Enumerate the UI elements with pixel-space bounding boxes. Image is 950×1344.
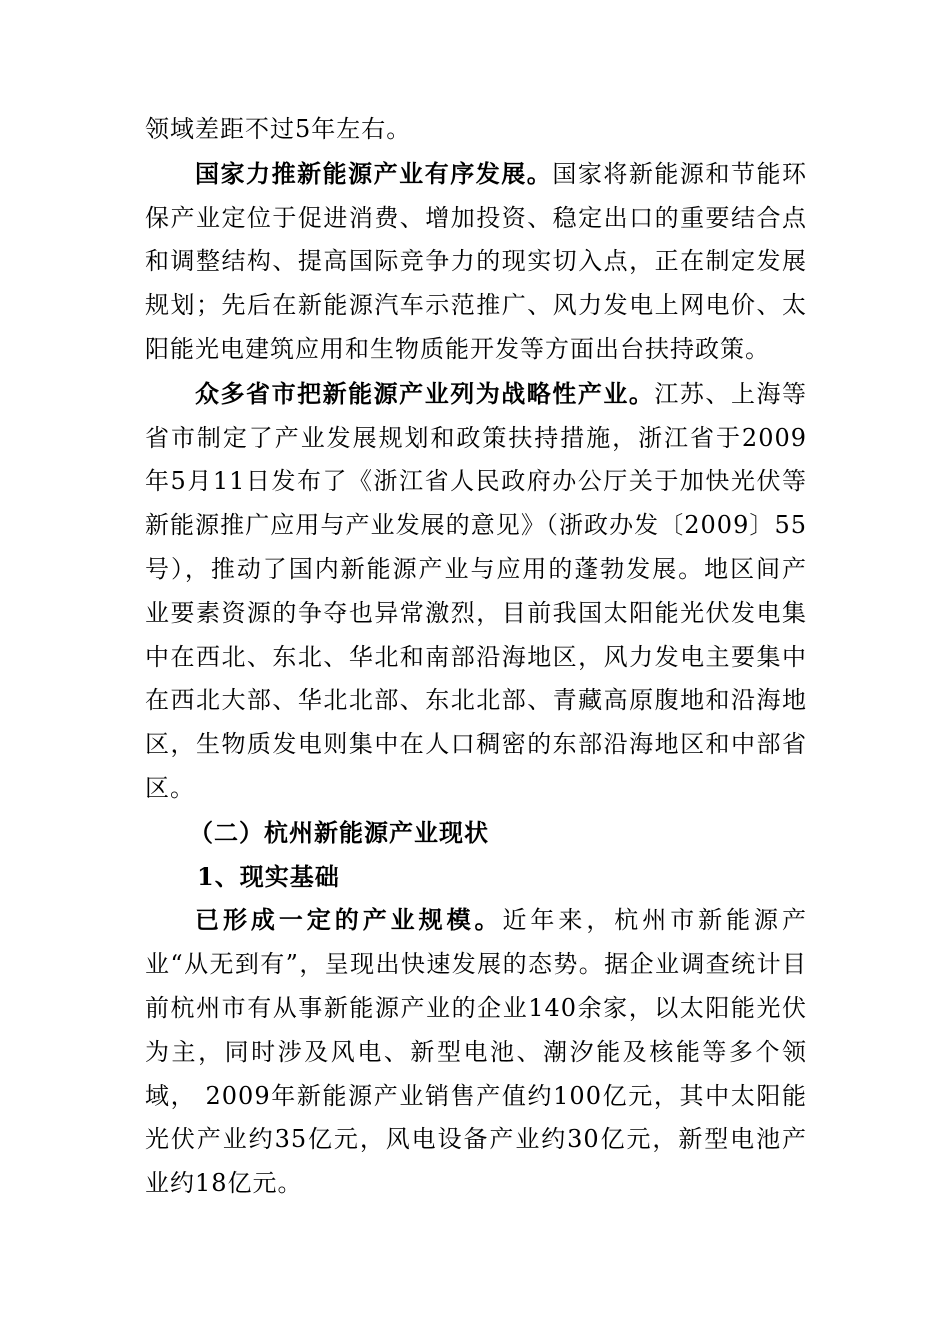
paragraph-text: 领域差距不过5年左右。 bbox=[145, 115, 412, 143]
paragraph-national-policy bbox=[145, 152, 807, 372]
paragraph-continuation bbox=[145, 108, 807, 152]
section-heading: （二）杭州新能源产业现状 bbox=[189, 817, 489, 847]
paragraph-lead: 国家力推新能源产业有序发展。 bbox=[195, 158, 553, 188]
paragraph-text: 江苏、上海等省市制定了产业发展规划和政策扶持措施，浙江省于2009年5月11日发布了《浙江省人民政府办公厅关于加快光伏等新能源推广应用与产业发展的意见》（浙政办发〔2009〕55号），推动了国内新能源产业与应用的蓬勃发展。地区间产业要素资源的争夺也异常激烈，目前我国太阳能光伏发电集中在西北、东北、华北和南部沿海地区，风力发电主要集中在西北大部、华北北部、东北北部、青藏高原腹地和沿海地区，生物质发电则集中在人口稠密的东部沿海地区和中部省区。 bbox=[145, 379, 807, 802]
paragraph-text: 近年来，杭州市新能源产业“从无到有”，呈现出快速发展的态势。据企业调查统计目前杭州市有从事新能源产业的企业140余家，以太阳能光伏为主，同时涉及风电、新型电池、潮汐能及核能等多个领域， 2009年新能源产业销售产值约100亿元，其中太阳能光伏产业约35亿元，风电设备产业约30亿元，新型电池产业约18亿元。 bbox=[145, 906, 808, 1198]
document-page bbox=[145, 108, 807, 1206]
paragraph-provinces-strategy bbox=[145, 372, 807, 811]
paragraph-industry-scale bbox=[145, 898, 807, 1206]
subsection-heading: 1、现实基础 bbox=[197, 861, 340, 891]
paragraph-text: 国家将新能源和节能环保产业定位于促进消费、增加投资、稳定出口的重要结合点和调整结构、提高国际竞争力的现实切入点，正在制定发展规划；先后在新能源汽车示范推广、风力发电上网电价、太阳能光电建筑应用和生物质能开发等方面出台扶持政策。 bbox=[145, 159, 808, 363]
paragraph-lead: 已形成一定的产业规模。 bbox=[195, 905, 503, 935]
paragraph-lead: 众多省市把新能源产业列为战略性产业。 bbox=[195, 378, 655, 408]
